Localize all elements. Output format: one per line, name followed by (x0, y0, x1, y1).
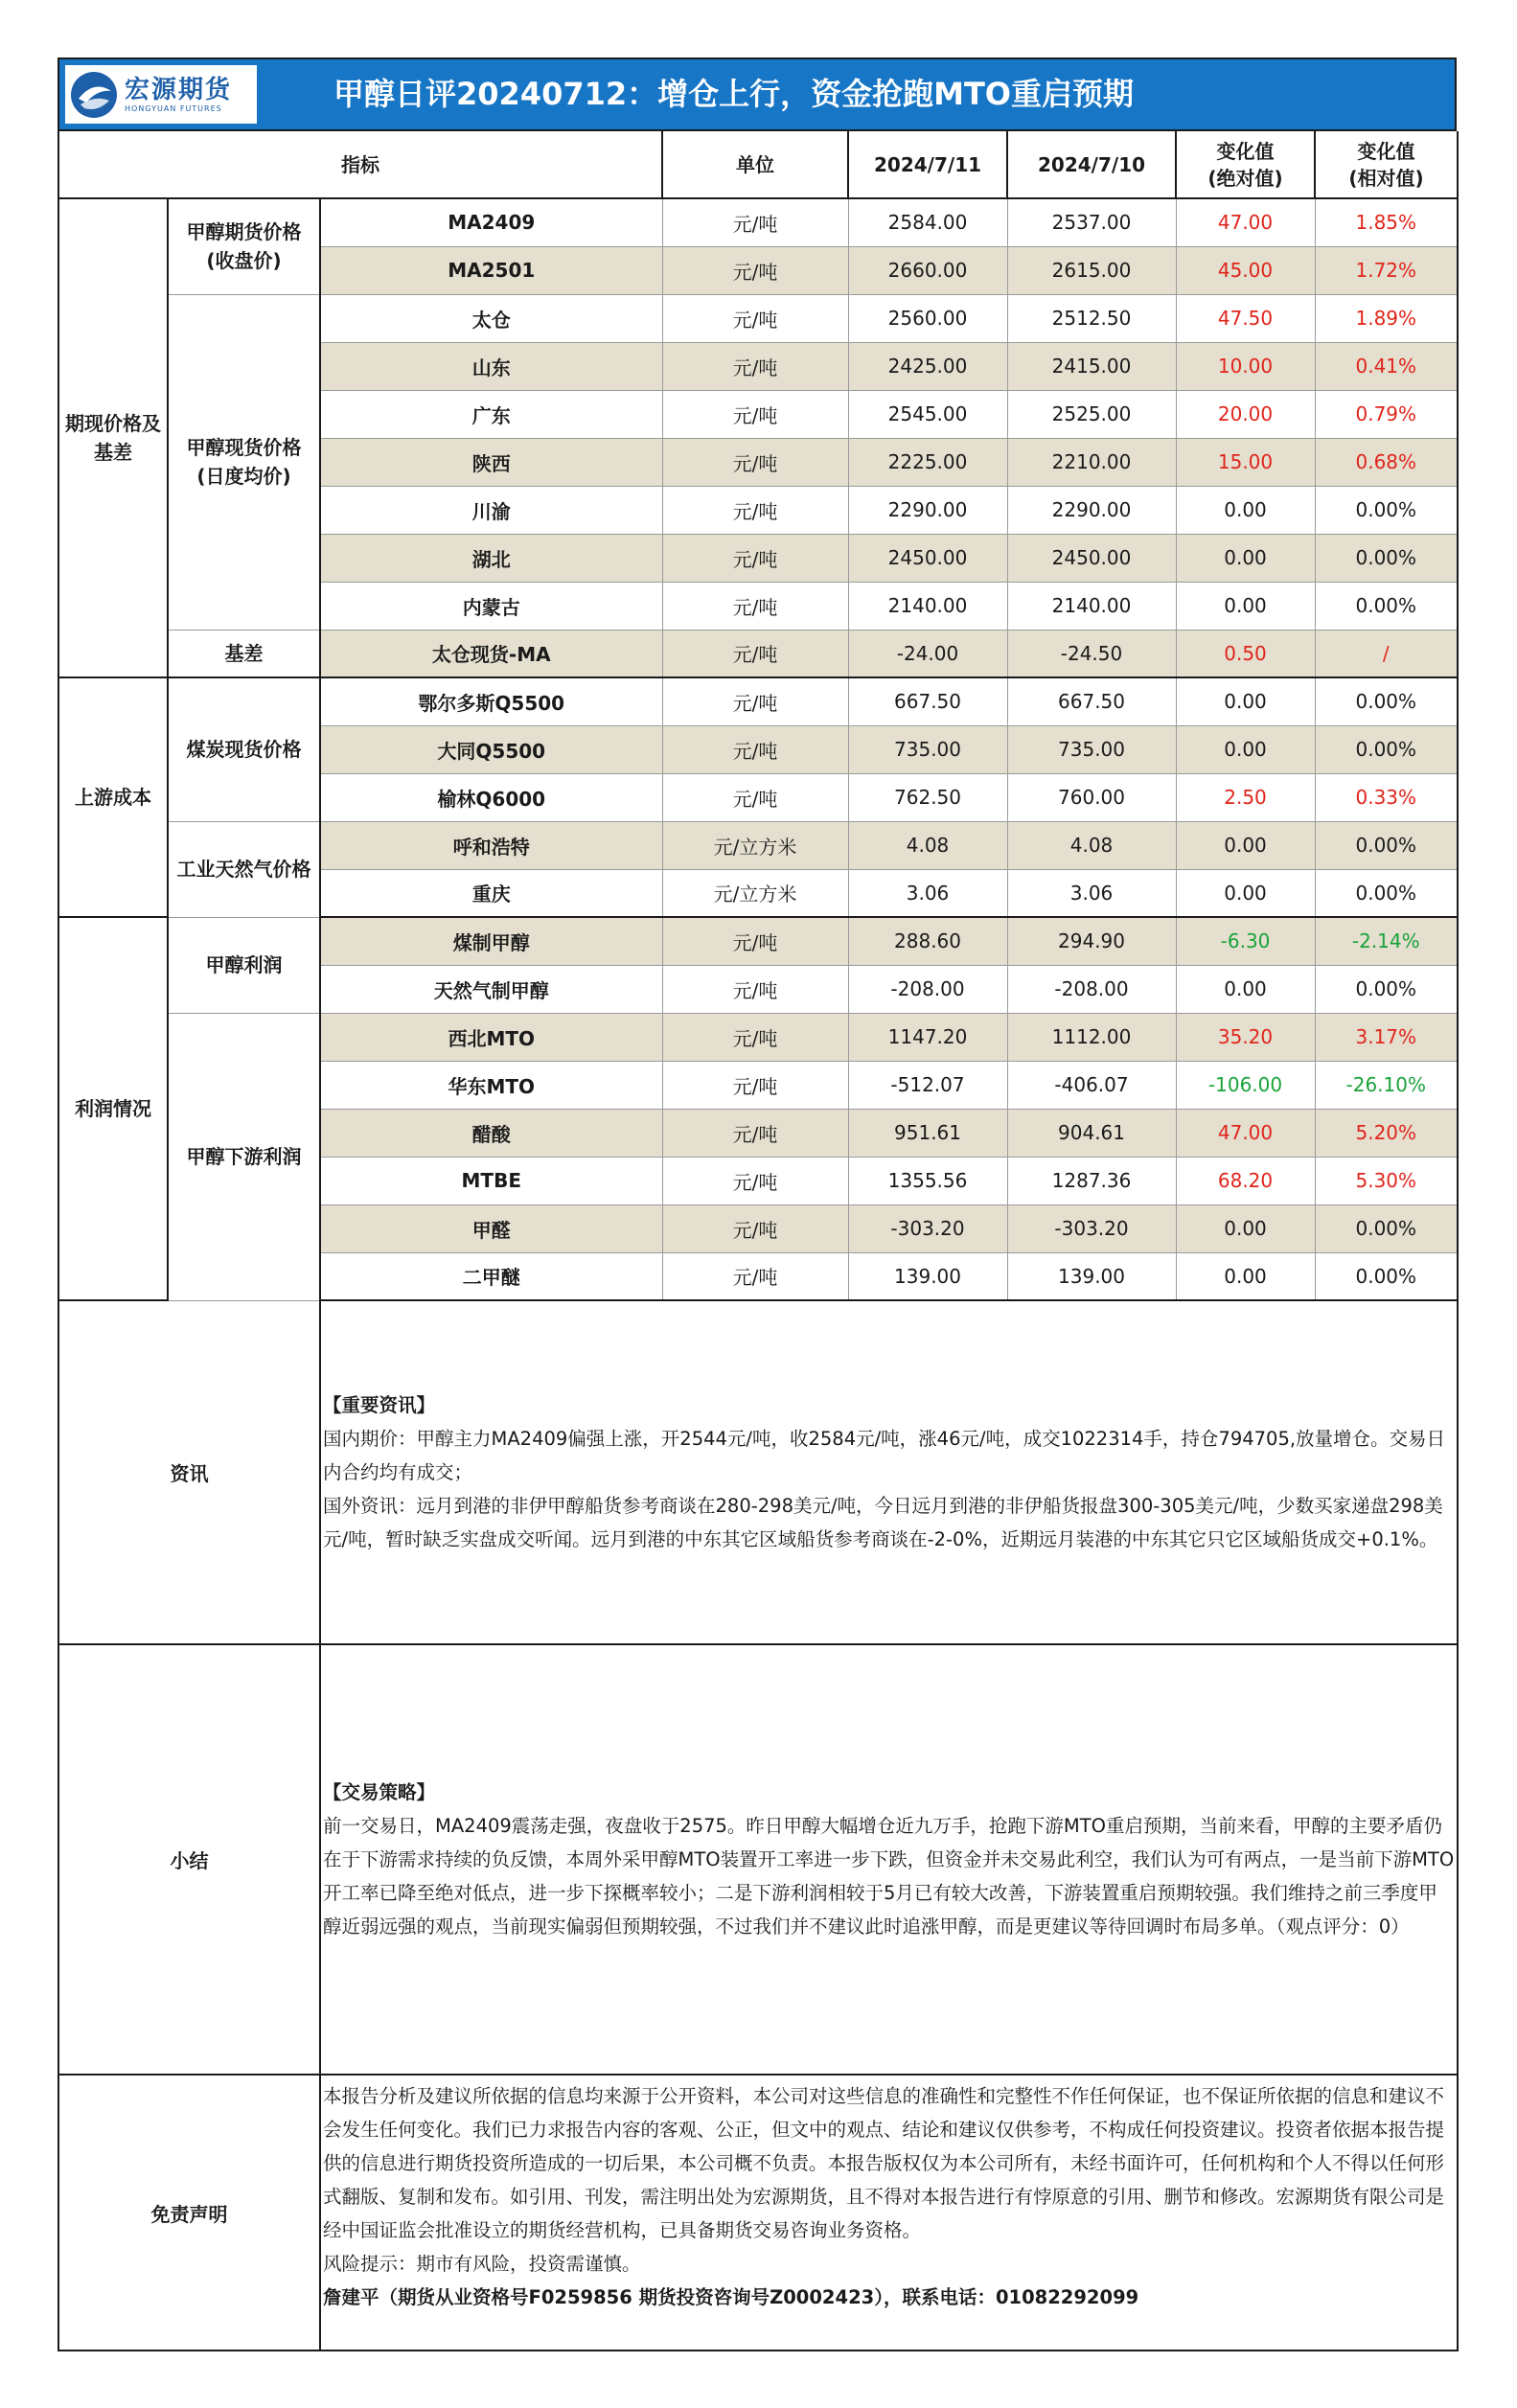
value-date1: 2660.00 (848, 246, 1007, 294)
analyst-contact: 詹建平（期货从业资格号F0259856 期货投资咨询号Z0002423），联系电话：01082292099 (323, 2286, 1139, 2308)
indicator-name: 大同Q5500 (320, 725, 662, 773)
table-row (58, 821, 1458, 869)
value-date1: -512.07 (848, 1061, 1007, 1109)
unit-cell: 元/吨 (662, 725, 848, 773)
change-rel: 5.30% (1315, 1157, 1458, 1204)
subcategory-cell: 煤炭现货价格 (168, 677, 320, 821)
value-date1: 2584.00 (848, 198, 1007, 246)
indicator-name: 煤制甲醇 (320, 917, 662, 965)
indicator-name: 甲醛 (320, 1204, 662, 1252)
unit-cell: 元/吨 (662, 965, 848, 1013)
indicator-name: 鄂尔多斯Q5500 (320, 677, 662, 725)
unit-cell: 元/吨 (662, 342, 848, 390)
subcategory-cell: 甲醇期货价格 (收盘价) (168, 198, 320, 294)
unit-cell: 元/吨 (662, 534, 848, 582)
indicator-name: 太仓 (320, 294, 662, 342)
logo-emblem-icon (69, 70, 119, 120)
change-rel: 0.41% (1315, 342, 1458, 390)
table-row (58, 1013, 1458, 1061)
change-rel: 1.89% (1315, 294, 1458, 342)
change-abs: 15.00 (1176, 438, 1315, 486)
change-abs: 0.00 (1176, 486, 1315, 534)
indicator-name: 山东 (320, 342, 662, 390)
indicator-name: 呼和浩特 (320, 821, 662, 869)
value-date2: 1112.00 (1007, 1013, 1176, 1061)
change-abs: 0.00 (1176, 965, 1315, 1013)
value-date2: 760.00 (1007, 773, 1176, 821)
unit-cell: 元/吨 (662, 294, 848, 342)
indicator-name: 湖北 (320, 534, 662, 582)
indicator-name: MTBE (320, 1157, 662, 1204)
change-abs: 45.00 (1176, 246, 1315, 294)
change-rel: 0.00% (1315, 965, 1458, 1013)
report-header (57, 57, 1457, 131)
value-date2: 3.06 (1007, 869, 1176, 917)
logo-english-name: HONGYUAN FUTURES (125, 103, 222, 113)
change-rel: 0.00% (1315, 821, 1458, 869)
company-logo (65, 65, 257, 124)
subcategory-cell: 甲醇下游利润 (168, 1013, 320, 1300)
value-date2: 294.90 (1007, 917, 1176, 965)
value-date1: 2425.00 (848, 342, 1007, 390)
change-abs: -6.30 (1176, 917, 1315, 965)
indicator-name: 醋酸 (320, 1109, 662, 1157)
value-date1: 1147.20 (848, 1013, 1007, 1061)
change-abs: 0.00 (1176, 582, 1315, 630)
change-rel: -2.14% (1315, 917, 1458, 965)
unit-cell: 元/吨 (662, 773, 848, 821)
unit-cell: 元/吨 (662, 390, 848, 438)
category-cell: 期现价格及基差 (58, 198, 168, 677)
change-abs: 10.00 (1176, 342, 1315, 390)
indicator-name: 天然气制甲醇 (320, 965, 662, 1013)
unit-cell: 元/立方米 (662, 869, 848, 917)
table-row (58, 294, 1458, 342)
summary-body (320, 1644, 1458, 2075)
value-date2: 2415.00 (1007, 342, 1176, 390)
value-date1: 951.61 (848, 1109, 1007, 1157)
unit-cell: 元/吨 (662, 198, 848, 246)
value-date2: 2210.00 (1007, 438, 1176, 486)
col-header-change-rel: 变化值 (相对值) (1315, 131, 1458, 198)
unit-cell: 元/吨 (662, 630, 848, 677)
unit-cell: 元/吨 (662, 1204, 848, 1252)
value-date2: 667.50 (1007, 677, 1176, 725)
change-abs: 0.00 (1176, 869, 1315, 917)
change-rel: 1.85% (1315, 198, 1458, 246)
indicator-name: 陕西 (320, 438, 662, 486)
indicator-name: 内蒙古 (320, 582, 662, 630)
unit-cell: 元/吨 (662, 582, 848, 630)
change-abs: 0.00 (1176, 1252, 1315, 1300)
col-header-unit: 单位 (662, 131, 848, 198)
unit-cell: 元/吨 (662, 677, 848, 725)
change-abs: 47.50 (1176, 294, 1315, 342)
table-row (58, 917, 1458, 965)
report-sheet (57, 57, 1457, 2351)
value-date1: 667.50 (848, 677, 1007, 725)
change-rel: / (1315, 630, 1458, 677)
value-date2: -24.50 (1007, 630, 1176, 677)
change-abs: 68.20 (1176, 1157, 1315, 1204)
indicator-name: MA2409 (320, 198, 662, 246)
summary-section (58, 1644, 1458, 2075)
change-abs: -106.00 (1176, 1061, 1315, 1109)
indicator-name: 川渝 (320, 486, 662, 534)
value-date1: 1355.56 (848, 1157, 1007, 1204)
summary-label: 小结 (58, 1644, 320, 2075)
change-rel: 1.72% (1315, 246, 1458, 294)
value-date2: -406.07 (1007, 1061, 1176, 1109)
value-date1: 3.06 (848, 869, 1007, 917)
value-date2: 2512.50 (1007, 294, 1176, 342)
value-date1: 2140.00 (848, 582, 1007, 630)
summary-strategy: 前一交易日，MA2409震荡走强，夜盘收于2575。昨日甲醇大幅增仓近九万手，抢跑下游MTO重启预期，当前来看，甲醇的主要矛盾仍在于下游需求持续的负反馈，本周外采甲醇MTO装置开工率进一步下跌，但资金并未交易此利空，我们认为可有两点，一是当前下游MTO开工率已降至绝对低点，进一步下探概率较小；二是下游利润相较于5月已有较大改善，下游装置重启预期较强。我们维持之前三季度甲醇近弱远强的观点，当前现实偏弱但预期较强，不过我们并不建议此时追涨甲醇，而是更建议等待回调时布局多单。（观点评分：0） (323, 1815, 1455, 1938)
disclaimer-label: 免责声明 (58, 2075, 320, 2351)
value-date1: 2450.00 (848, 534, 1007, 582)
value-date2: 2525.00 (1007, 390, 1176, 438)
news-section (58, 1301, 1458, 1644)
value-date1: 139.00 (848, 1252, 1007, 1300)
change-rel: 5.20% (1315, 1109, 1458, 1157)
disclaimer-section (58, 2075, 1458, 2351)
change-rel: 0.00% (1315, 869, 1458, 917)
table-row (58, 198, 1458, 246)
value-date1: 2290.00 (848, 486, 1007, 534)
value-date1: -303.20 (848, 1204, 1007, 1252)
unit-cell: 元/立方米 (662, 821, 848, 869)
unit-cell: 元/吨 (662, 438, 848, 486)
change-abs: 0.00 (1176, 534, 1315, 582)
col-header-date2: 2024/7/10 (1007, 131, 1176, 198)
news-heading: 【重要资讯】 (323, 1394, 436, 1416)
unit-cell: 元/吨 (662, 246, 848, 294)
indicator-name: 广东 (320, 390, 662, 438)
change-rel: 0.68% (1315, 438, 1458, 486)
value-date2: -303.20 (1007, 1204, 1176, 1252)
subcategory-cell: 甲醇现货价格 (日度均价) (168, 294, 320, 630)
value-date2: 2615.00 (1007, 246, 1176, 294)
value-date2: 139.00 (1007, 1252, 1176, 1300)
table-header-row (58, 131, 1458, 198)
unit-cell: 元/吨 (662, 1252, 848, 1300)
col-header-date1: 2024/7/11 (848, 131, 1007, 198)
table-row (58, 677, 1458, 725)
change-abs: 0.00 (1176, 725, 1315, 773)
indicator-name: 榆林Q6000 (320, 773, 662, 821)
change-abs: 2.50 (1176, 773, 1315, 821)
news-body (320, 1301, 1458, 1644)
category-cell: 利润情况 (58, 917, 168, 1300)
change-abs: 35.20 (1176, 1013, 1315, 1061)
value-date1: 2560.00 (848, 294, 1007, 342)
col-header-change-abs: 变化值 (绝对值) (1176, 131, 1315, 198)
indicator-name: MA2501 (320, 246, 662, 294)
change-rel: 0.00% (1315, 486, 1458, 534)
change-abs: 0.00 (1176, 1204, 1315, 1252)
unit-cell: 元/吨 (662, 1061, 848, 1109)
logo-chinese-name: 宏源期货 (125, 75, 233, 104)
subcategory-cell: 基差 (168, 630, 320, 677)
category-cell: 上游成本 (58, 677, 168, 917)
change-abs: 47.00 (1176, 198, 1315, 246)
value-date2: 2290.00 (1007, 486, 1176, 534)
change-rel: 0.00% (1315, 534, 1458, 582)
value-date2: 2537.00 (1007, 198, 1176, 246)
report-title: 甲醇日评20240712：增仓上行，资金抢跑MTO重启预期 (333, 76, 1135, 112)
change-rel: -26.10% (1315, 1061, 1458, 1109)
risk-warning: 风险提示：期市有风险，投资需谨慎。 (323, 2253, 641, 2275)
news-overseas: 国外资讯：远月到港的非伊甲醇船货参考商谈在280-298美元/吨，今日远月到港的非伊船货报盘300-305美元/吨，少数买家递盘298美元/吨，暂时缺乏实盘成交听闻。远月到港的中东其它区域船货参考商谈在-2-0%，近期远月装港的中东其它只它区域船货成交+0.1%。 (323, 1495, 1443, 1550)
col-header-indicator: 指标 (58, 131, 662, 198)
news-domestic: 国内期价：甲醇主力MA2409偏强上涨，开2544元/吨，收2584元/吨，涨46元/吨，成交1022314手，持仓794705,放量增仓。交易日内合约均有成交； (323, 1428, 1446, 1483)
unit-cell: 元/吨 (662, 486, 848, 534)
value-date2: 904.61 (1007, 1109, 1176, 1157)
change-rel: 0.00% (1315, 582, 1458, 630)
value-date1: 2545.00 (848, 390, 1007, 438)
value-date2: 735.00 (1007, 725, 1176, 773)
news-label: 资讯 (58, 1301, 320, 1644)
unit-cell: 元/吨 (662, 917, 848, 965)
value-date2: -208.00 (1007, 965, 1176, 1013)
change-abs: 0.00 (1176, 821, 1315, 869)
change-rel: 0.00% (1315, 677, 1458, 725)
change-rel: 3.17% (1315, 1013, 1458, 1061)
summary-heading: 【交易策略】 (323, 1781, 436, 1803)
value-date2: 4.08 (1007, 821, 1176, 869)
value-date2: 2450.00 (1007, 534, 1176, 582)
table-row (58, 630, 1458, 677)
value-date2: 2140.00 (1007, 582, 1176, 630)
change-rel: 0.00% (1315, 1204, 1458, 1252)
value-date1: 2225.00 (848, 438, 1007, 486)
change-rel: 0.00% (1315, 725, 1458, 773)
disclaimer-text: 本报告分析及建议所依据的信息均来源于公开资料，本公司对这些信息的准确性和完整性不作任何保证，也不保证所依据的信息和建议不会发生任何变化。我们已力求报告内容的客观、公正，但文中的观点、结论和建议仅供参考，不构成任何投资建议。投资者依据本报告提供的信息进行期货投资所造成的一切后果，本公司概不负责。本报告版权仅为本公司所有，未经书面许可，任何机构和个人不得以任何形式翻版、复制和发布。如引用、刊发，需注明出处为宏源期货，且不得对本报告进行有悖原意的引用、删节和修改。宏源期货有限公司是经中国证监会批准设立的期货经营机构，已具备期货交易咨询业务资格。 (323, 2085, 1445, 2241)
value-date2: 1287.36 (1007, 1157, 1176, 1204)
commentary-table (57, 1301, 1459, 2351)
change-rel: 0.33% (1315, 773, 1458, 821)
change-abs: 0.00 (1176, 677, 1315, 725)
change-abs: 47.00 (1176, 1109, 1315, 1157)
value-date1: 4.08 (848, 821, 1007, 869)
value-date1: -208.00 (848, 965, 1007, 1013)
indicator-table (57, 131, 1459, 1301)
indicator-name: 西北MTO (320, 1013, 662, 1061)
subcategory-cell: 甲醇利润 (168, 917, 320, 1013)
value-date1: 288.60 (848, 917, 1007, 965)
indicator-name: 重庆 (320, 869, 662, 917)
change-abs: 0.50 (1176, 630, 1315, 677)
unit-cell: 元/吨 (662, 1013, 848, 1061)
subcategory-cell: 工业天然气价格 (168, 821, 320, 917)
unit-cell: 元/吨 (662, 1157, 848, 1204)
change-abs: 20.00 (1176, 390, 1315, 438)
value-date1: 762.50 (848, 773, 1007, 821)
disclaimer-body (320, 2075, 1458, 2351)
indicator-name: 华东MTO (320, 1061, 662, 1109)
change-rel: 0.00% (1315, 1252, 1458, 1300)
value-date1: 735.00 (848, 725, 1007, 773)
indicator-name: 太仓现货-MA (320, 630, 662, 677)
unit-cell: 元/吨 (662, 1109, 848, 1157)
indicator-name: 二甲醚 (320, 1252, 662, 1300)
value-date1: -24.00 (848, 630, 1007, 677)
change-rel: 0.79% (1315, 390, 1458, 438)
